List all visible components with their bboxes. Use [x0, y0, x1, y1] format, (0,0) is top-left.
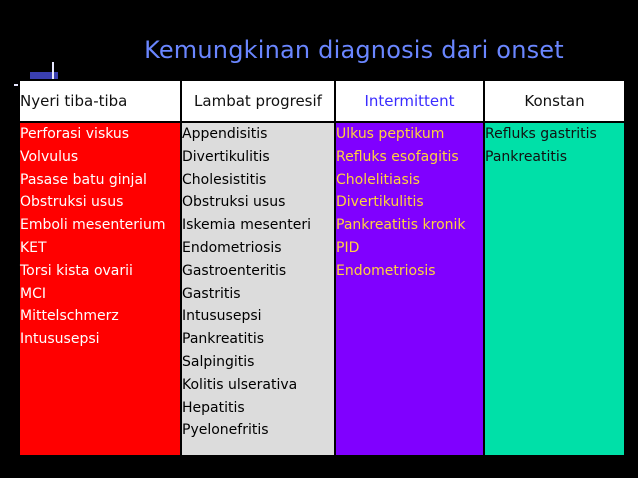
list-item: Pankreatitis kronik: [336, 217, 466, 234]
list-item: Pankreatitis: [485, 148, 568, 165]
header-constant: Konstan: [484, 80, 625, 122]
list-item: Cholelitiasis: [336, 171, 420, 188]
list-item: Iskemia mesenteri: [182, 217, 311, 234]
list-item: Intususepsi: [20, 331, 100, 348]
list-item: Obstruksi usus: [182, 194, 286, 211]
list-item: Hepatitis: [182, 399, 245, 416]
list-item: Ulkus peptikum: [336, 126, 445, 142]
diagnosis-table: [18, 79, 626, 457]
list-item: Refluks esofagitis: [336, 148, 459, 165]
list-item: KET: [20, 239, 47, 256]
slow-progressive-list: [182, 123, 334, 442]
intermittent-list: [336, 123, 483, 283]
header-row: [19, 80, 625, 122]
list-item: Endometriosis: [336, 262, 436, 279]
header-sudden-onset: Nyeri tiba-tiba: [19, 80, 181, 122]
list-item: Intususepsi: [182, 308, 262, 325]
sudden-onset-list: [20, 123, 180, 351]
list-item: Obstruksi usus: [20, 194, 124, 211]
list-item: Kolitis ulserativa: [182, 376, 298, 393]
column-slow-progressive: [181, 122, 335, 456]
list-item: Gastroenteritis: [182, 262, 287, 279]
list-item: PID: [336, 239, 360, 256]
list-item: Mittelschmerz: [20, 308, 119, 325]
column-sudden-onset: [19, 122, 181, 456]
list-item: Pyelonefritis: [182, 422, 269, 439]
list-item: Pasase batu ginjal: [20, 171, 147, 188]
column-intermittent: [335, 122, 484, 456]
list-item: Emboli mesenterium: [20, 217, 166, 234]
list-item: Divertikulitis: [182, 148, 270, 165]
list-item: Appendisitis: [182, 126, 268, 142]
list-item: Cholesistitis: [182, 171, 267, 188]
list-item: Perforasi viskus: [20, 126, 130, 142]
list-item: MCI: [20, 285, 46, 302]
list-item: Salpingitis: [182, 353, 255, 370]
list-item: Gastritis: [182, 285, 241, 302]
constant-list: [485, 123, 624, 169]
list-item: Pankreatitis: [182, 331, 265, 348]
body-row: [19, 122, 625, 456]
column-constant: [484, 122, 625, 456]
list-item: Volvulus: [20, 148, 79, 165]
list-item: Divertikulitis: [336, 194, 424, 211]
header-intermittent: Intermittent: [335, 80, 484, 122]
list-item: Refluks gastritis: [485, 126, 597, 142]
list-item: Endometriosis: [182, 239, 282, 256]
list-item: Torsi kista ovarii: [20, 262, 133, 279]
slide-title: Kemungkinan diagnosis dari onset: [144, 36, 564, 64]
header-slow-progressive: Lambat progresif: [181, 80, 335, 122]
